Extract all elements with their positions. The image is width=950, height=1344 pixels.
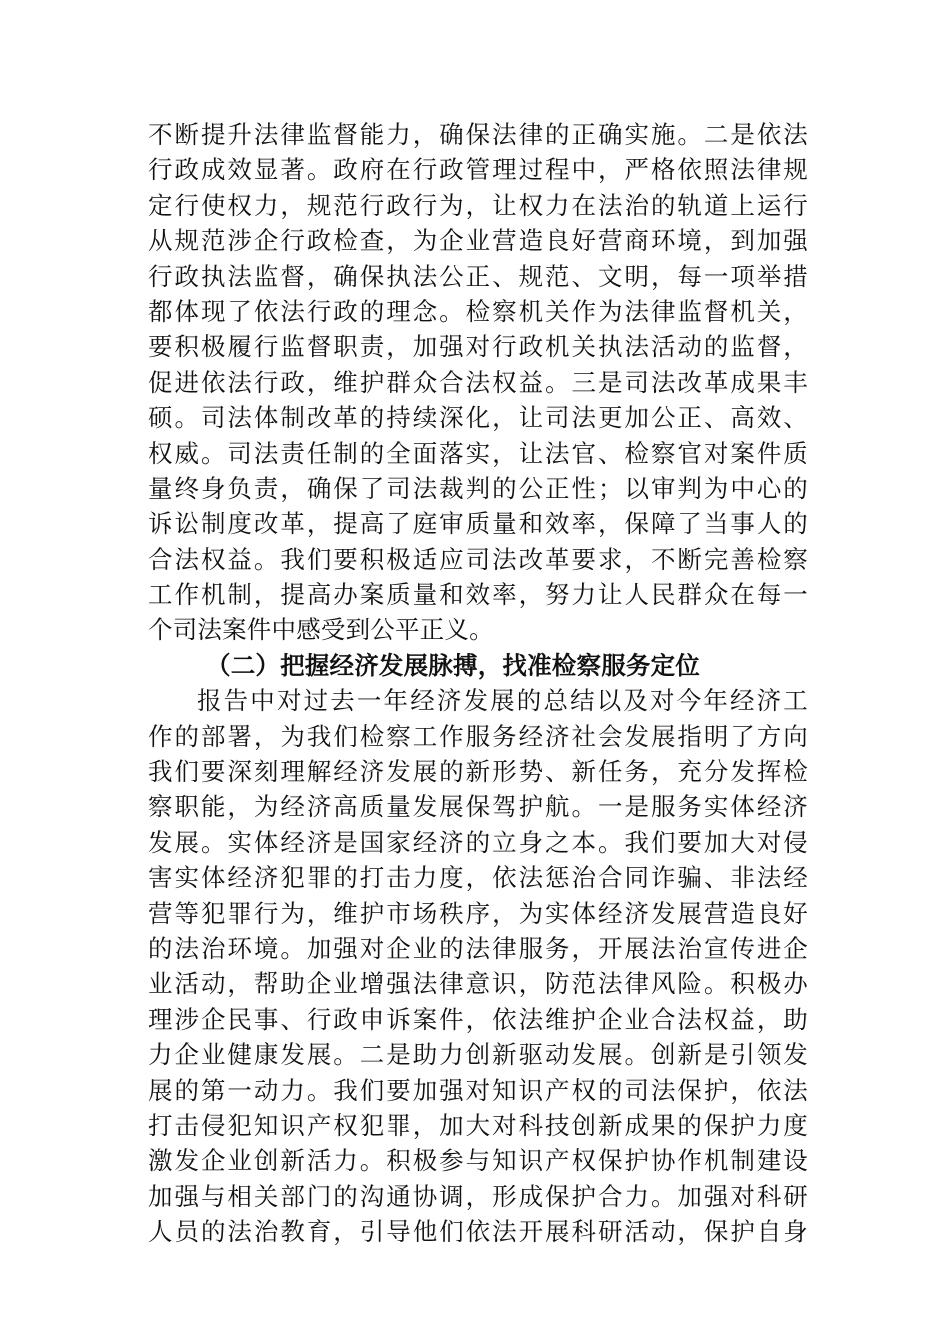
text-line: 工作机制，提高办案质量和效率，努力让人民群众在每一 [148,580,808,610]
text-line: 合法权益。我们要积极适应司法改革要求，不断完善检察 [148,544,808,574]
text-line: 打击侵犯知识产权犯罪，加大对科技创新成果的保护力度 [148,1110,808,1140]
text-line: 不断提升法律监督能力，确保法律的正确实施。二是依法 [148,120,808,149]
text-line: 激发企业创新活力。积极参与知识产权保护协作机制建设 [148,1146,808,1176]
document-body [148,117,808,1250]
section-heading: （二）把握经济发展脉搏，找准检察服务定位 [206,650,700,680]
text-line: 理涉企民事、行政申诉案件，依法维护企业合法权益，助 [148,1004,808,1034]
text-line: 我们要深刻理解经济发展的新形势、新任务，充分发挥检 [148,757,808,787]
text-line: 加强与相关部门的沟通协调，形成保护合力。加强对科研 [148,1181,808,1211]
text-line: 察职能，为经济高质量发展保驾护航。一是服务实体经济 [148,792,808,822]
text-line: 行政成效显著。政府在行政管理过程中，严格依照法律规 [148,155,808,185]
text-line: 的法治环境。加强对企业的法律服务，开展法治宣传进企 [148,933,808,963]
text-line: 发展。实体经济是国家经济的立身之本。我们要加大对侵 [148,827,808,857]
text-line: 害实体经济犯罪的打击力度，依法惩治合同诈骗、非法经 [148,863,808,893]
text-line: 都体现了依法行政的理念。检察机关作为法律监督机关， [148,296,808,326]
text-line: 诉讼制度改革，提高了庭审质量和效率，保障了当事人的 [148,509,808,539]
text-line: 报告中对过去一年经济发展的总结以及对今年经济工 [197,686,808,716]
text-line: 硕。司法体制改革的持续深化，让司法更加公正、高效、 [148,403,808,433]
text-line: 营等犯罪行为，维护市场秩序，为实体经济发展营造良好 [148,898,808,928]
text-line: 行政执法监督，确保执法公正、规范、文明，每一项举措 [148,261,808,291]
text-line: 展的第一动力。我们要加强对知识产权的司法保护，依法 [148,1075,808,1105]
text-line: 个司法案件中感受到公平正义。 [148,615,494,645]
text-line: 定行使权力，规范行政行为，让权力在法治的轨道上运行 [148,190,808,220]
text-line: 力企业健康发展。二是助力创新驱动发展。创新是引领发 [148,1040,808,1070]
text-line: 业活动，帮助企业增强法律意识，防范法律风险。积极办 [148,969,808,999]
text-line: 要积极履行监督职责，加强对行政机关执法活动的监督， [148,332,808,362]
text-line: 量终身负责，确保了司法裁判的公正性；以审判为中心的 [148,473,808,503]
text-line: 权威。司法责任制的全面落实，让法官、检察官对案件质 [148,438,808,468]
text-line: 作的部署，为我们检察工作服务经济社会发展指明了方向 [148,721,808,751]
text-line: 促进依法行政，维护群众合法权益。三是司法改革成果丰 [148,367,808,397]
text-line: 人员的法治教育，引导他们依法开展科研活动，保护自身 [148,1217,808,1247]
text-line: 从规范涉企行政检查，为企业营造良好营商环境，到加强 [148,226,808,256]
